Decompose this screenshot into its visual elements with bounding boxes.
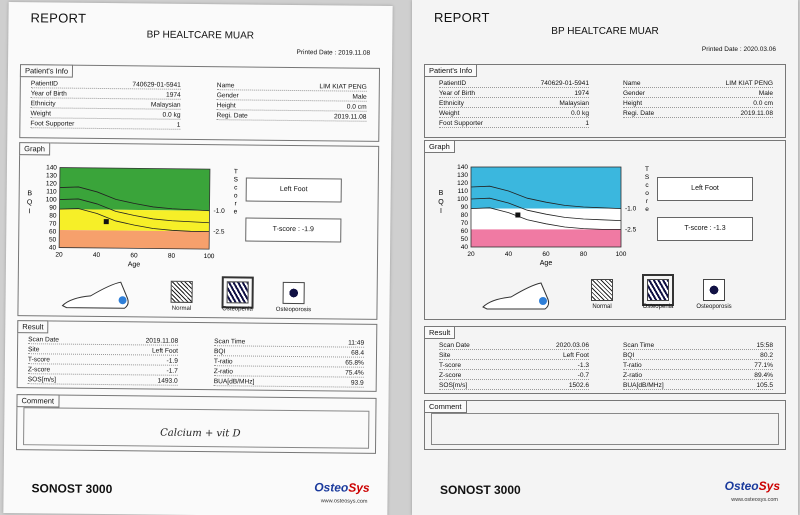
x-tick-label: 20 xyxy=(467,251,475,258)
kv-value: 11:49 xyxy=(348,339,365,347)
comment-box xyxy=(23,407,369,449)
x-tick-label: 40 xyxy=(92,251,101,259)
kv-key: Z-ratio xyxy=(623,372,643,379)
kv-row xyxy=(439,351,589,360)
y-tick-label: 140 xyxy=(457,164,468,171)
graph-section xyxy=(17,142,379,320)
kv-value: 105.5 xyxy=(756,382,773,389)
kv-key: Foot Supporter xyxy=(439,120,483,127)
patient-marker xyxy=(515,213,520,218)
section-tab: Patient's Info xyxy=(424,64,477,77)
kv-row xyxy=(623,361,773,370)
t-score-axis-label: e xyxy=(645,206,649,213)
foot-box: Left Foot xyxy=(657,177,753,201)
kv-key: BQI xyxy=(213,348,226,356)
kv-value: Malaysian xyxy=(150,101,181,109)
kv-row xyxy=(214,377,364,388)
brand-url: www.osteosys.com xyxy=(320,498,368,505)
kv-row xyxy=(623,371,773,380)
patient-info-section xyxy=(19,64,380,142)
y-axis-label: B xyxy=(27,190,33,198)
kv-row xyxy=(623,109,773,118)
kv-key: Gender xyxy=(216,92,239,100)
kv-key: Z-ratio xyxy=(213,368,233,376)
kv-key: Year of Birth xyxy=(439,90,476,97)
kv-row xyxy=(31,79,181,90)
y-tick-label: 100 xyxy=(457,196,468,203)
kv-row xyxy=(623,341,773,350)
kv-value: 0.0 kg xyxy=(571,110,589,117)
x-tick-label: 80 xyxy=(167,252,176,260)
kv-value: LIM KIAT PENG xyxy=(319,83,367,91)
kv-value: -1.9 xyxy=(166,357,178,365)
brand-url: www.osteosys.com xyxy=(731,497,778,503)
y-tick-label: 80 xyxy=(49,212,57,220)
foot-box: Left Foot xyxy=(246,177,342,202)
kv-value: Male xyxy=(352,93,367,101)
kv-key: Scan Date xyxy=(439,342,470,349)
kv-key: Scan Date xyxy=(28,336,59,344)
foot-icon xyxy=(60,278,142,313)
kv-key: BQI xyxy=(623,352,635,359)
y-tick-label: 50 xyxy=(460,236,468,243)
kv-value: 65.8% xyxy=(345,359,364,367)
x-tick-label: 100 xyxy=(203,253,215,261)
comment-box xyxy=(431,413,779,445)
thumb-osteopenia xyxy=(227,281,249,303)
kv-row xyxy=(214,347,364,358)
kv-key: Weight xyxy=(439,110,460,117)
thumb-label: Osteopenia xyxy=(642,304,674,310)
kv-value: 2019.11.08 xyxy=(740,110,773,117)
y-tick-label: 90 xyxy=(49,204,57,212)
kv-row xyxy=(623,89,773,98)
kv-value: 1 xyxy=(176,121,181,129)
kv-row xyxy=(28,375,178,386)
kv-row xyxy=(214,367,364,378)
t-score-axis-label: r xyxy=(234,200,237,208)
t-score-axis-label: S xyxy=(233,176,239,184)
kv-value: 0.0 cm xyxy=(753,100,773,107)
y-tick-label: 130 xyxy=(457,172,468,179)
kv-key: SOS[m/s] xyxy=(439,382,468,389)
patient-info-section xyxy=(424,64,786,138)
section-tab: Comment xyxy=(16,394,59,407)
kv-value: 740629-01-5941 xyxy=(540,80,589,87)
zone-band xyxy=(471,209,621,230)
clinic-name: BP HEALTCARE MUAR xyxy=(146,29,255,42)
report-sheet-2020 xyxy=(412,0,798,515)
zone-band xyxy=(59,209,209,231)
kv-row xyxy=(439,119,589,128)
kv-value: 1493.0 xyxy=(157,377,178,385)
kv-value: -1.7 xyxy=(166,367,178,375)
kv-key: BUA[dB/MHz] xyxy=(623,382,664,389)
kv-value: 89.4% xyxy=(754,372,773,379)
kv-value: 1974 xyxy=(574,90,589,97)
y-tick-label: 110 xyxy=(457,188,468,195)
kv-value: Male xyxy=(758,90,773,97)
kv-key: PatientID xyxy=(439,80,467,87)
kv-value: 0.0 cm xyxy=(346,103,367,111)
kv-row xyxy=(439,381,589,390)
kv-row xyxy=(216,111,366,122)
kv-key: Name xyxy=(216,82,235,90)
x-tick-label: 20 xyxy=(55,251,63,259)
kv-value: Left Foot xyxy=(562,352,589,359)
kv-key: Site xyxy=(28,346,40,354)
kv-value: Malaysian xyxy=(559,100,589,107)
bqi-age-chart xyxy=(19,157,240,279)
y-axis-label: I xyxy=(28,208,31,216)
zone-band xyxy=(59,230,209,249)
kv-key: Scan Time xyxy=(623,342,655,349)
x-axis-label: Age xyxy=(127,261,141,269)
y-tick-label: 60 xyxy=(460,228,468,235)
foot-icon xyxy=(481,279,563,313)
level-label: -2.5 xyxy=(213,228,225,236)
result-left-list xyxy=(18,321,376,325)
kv-key: T-score xyxy=(27,356,50,364)
kv-row xyxy=(28,365,178,376)
graph-section xyxy=(424,140,786,320)
x-tick-label: 80 xyxy=(579,251,588,258)
kv-key: BUA[dB/MHz] xyxy=(213,378,255,386)
kv-row xyxy=(623,351,773,360)
kv-row xyxy=(30,119,180,130)
section-tab: Graph xyxy=(19,142,50,155)
kv-value: LIM KIAT PENG xyxy=(725,80,773,87)
kv-value: 68.4 xyxy=(351,349,365,357)
kv-value: 2019.11.08 xyxy=(333,113,367,121)
section-tab: Graph xyxy=(424,140,455,153)
thumbs-row xyxy=(20,143,378,147)
kv-row xyxy=(439,89,589,98)
comment-section xyxy=(424,400,786,450)
kv-value: 2019.11.08 xyxy=(145,337,179,345)
y-tick-label: 80 xyxy=(460,212,468,219)
t-score-axis-label: o xyxy=(645,190,649,197)
kv-key: T-ratio xyxy=(623,362,642,369)
tscore-box: T-score : -1.9 xyxy=(245,217,341,242)
section-tab: Result xyxy=(17,320,48,333)
kv-value: 1974 xyxy=(166,91,181,99)
thumb-label: Osteopenia xyxy=(222,306,253,313)
kv-row xyxy=(623,99,773,108)
zone-band xyxy=(471,229,621,247)
kv-value: -1.3 xyxy=(577,362,589,369)
bqi-age-chart xyxy=(431,157,651,277)
section-tab: Result xyxy=(424,326,455,339)
patient-right-list xyxy=(21,65,379,69)
kv-value: 0.0 kg xyxy=(162,111,181,119)
kv-value: 75.4% xyxy=(345,369,364,377)
t-score-axis-label: T xyxy=(233,168,238,176)
level-label: -1.0 xyxy=(625,205,637,213)
model-name: SONOST 3000 xyxy=(440,483,521,497)
printed-date: Printed Date : 2019.11.08 xyxy=(296,49,371,57)
y-tick-label: 100 xyxy=(45,196,57,204)
thumb-osteoporosis xyxy=(703,279,725,301)
y-tick-label: 90 xyxy=(460,204,468,211)
result-section xyxy=(17,320,378,392)
model-name: SONOST 3000 xyxy=(31,481,113,497)
x-tick-label: 60 xyxy=(130,252,138,260)
kv-row xyxy=(31,99,181,110)
brand-logo: OsteoSys xyxy=(314,480,370,495)
result-section xyxy=(424,326,786,394)
y-tick-label: 140 xyxy=(46,164,57,172)
t-score-axis-label: T xyxy=(645,166,649,173)
kv-row xyxy=(623,79,773,88)
comment-handwriting: Calcium + vit D xyxy=(160,427,241,440)
y-axis-label: B xyxy=(438,190,444,197)
kv-value: 1 xyxy=(585,120,589,127)
kv-row xyxy=(31,89,181,100)
x-axis-label: Age xyxy=(539,260,553,267)
t-score-axis-label: o xyxy=(233,192,238,200)
clinic-name: BP HEALTCARE MUAR xyxy=(551,26,659,37)
kv-row xyxy=(439,79,589,88)
comment-section xyxy=(16,394,377,454)
kv-key: Name xyxy=(623,80,641,87)
kv-key: Gender xyxy=(623,90,645,97)
kv-row xyxy=(217,101,367,112)
kv-row xyxy=(214,357,364,368)
x-tick-label: 100 xyxy=(615,251,627,258)
kv-row xyxy=(28,335,178,346)
thumb-label: Normal xyxy=(171,305,192,312)
kv-value: 15:58 xyxy=(756,342,773,349)
kv-value: 80.2 xyxy=(760,352,773,359)
kv-key: PatientID xyxy=(30,80,58,88)
kv-value: 2020.03.06 xyxy=(555,342,589,349)
thumb-osteopenia xyxy=(647,279,669,301)
kv-key: Z-score xyxy=(439,372,462,379)
kv-key: Year of Birth xyxy=(30,90,67,98)
t-score-axis-label: r xyxy=(645,198,649,205)
t-score-axis-label: e xyxy=(233,208,238,216)
kv-key: Height xyxy=(216,102,236,110)
report-title: REPORT xyxy=(434,10,490,25)
kv-key: Ethnicity xyxy=(30,100,56,108)
thumb-normal xyxy=(591,279,613,301)
kv-key: Regi. Date xyxy=(216,112,248,120)
kv-row xyxy=(217,91,367,102)
kv-row xyxy=(439,341,589,350)
kv-row xyxy=(439,361,589,370)
kv-value: 77.1% xyxy=(754,362,773,369)
report-title: REPORT xyxy=(30,10,87,26)
y-tick-label: 60 xyxy=(49,228,57,236)
brand-logo: OsteoSys xyxy=(724,479,780,493)
patient-left-list xyxy=(21,65,379,69)
section-tab: Patient's Info xyxy=(20,64,73,78)
kv-key: Weight xyxy=(30,110,51,118)
y-tick-label: 130 xyxy=(45,172,57,180)
kv-row xyxy=(30,109,180,120)
kv-key: Foot Supporter xyxy=(30,120,75,128)
report-sheet-2019 xyxy=(3,2,392,515)
t-score-axis-label: c xyxy=(234,184,238,192)
kv-key: Regi. Date xyxy=(623,110,655,117)
kv-value: 740629-01-5941 xyxy=(132,81,181,89)
kv-row xyxy=(623,381,773,390)
thumb-osteoporosis xyxy=(283,282,305,304)
thumb-label: Osteoporosis xyxy=(696,304,732,310)
thumb-label: Osteoporosis xyxy=(275,306,312,314)
kv-key: Ethnicity xyxy=(439,100,464,107)
printed-date: Printed Date : 2020.03.06 xyxy=(701,46,776,53)
kv-value: -0.7 xyxy=(577,372,589,379)
y-axis-label: I xyxy=(440,208,442,215)
kv-key: T-ratio xyxy=(213,358,233,366)
kv-value: 93.9 xyxy=(350,379,364,387)
y-tick-label: 50 xyxy=(48,236,57,244)
level-label: -2.5 xyxy=(625,226,637,234)
thumb-normal xyxy=(171,281,193,303)
kv-row xyxy=(439,371,589,380)
kv-key: Scan Time xyxy=(214,338,246,346)
tscore-box: T-score : -1.3 xyxy=(657,217,753,241)
kv-row xyxy=(28,355,178,366)
y-tick-label: 40 xyxy=(48,244,57,252)
kv-key: Site xyxy=(439,352,451,359)
kv-row xyxy=(217,81,367,92)
kv-row xyxy=(439,109,589,118)
kv-value: 1502.6 xyxy=(568,382,589,389)
kv-row xyxy=(439,99,589,108)
y-tick-label: 40 xyxy=(460,244,468,251)
kv-row xyxy=(214,337,364,348)
thumb-label: Normal xyxy=(592,304,612,310)
kv-value: Left Foot xyxy=(151,347,179,355)
y-tick-label: 110 xyxy=(46,188,57,196)
y-tick-label: 70 xyxy=(49,220,57,228)
y-tick-label: 120 xyxy=(45,180,57,188)
kv-key: Height xyxy=(623,100,643,107)
y-tick-label: 70 xyxy=(460,220,468,227)
kv-key: Z-score xyxy=(27,366,51,374)
y-axis-label: Q xyxy=(438,199,444,206)
result-right-list xyxy=(18,321,376,325)
patient-marker xyxy=(104,219,109,224)
kv-key: SOS[m/s] xyxy=(27,376,56,384)
x-tick-label: 60 xyxy=(542,251,550,258)
y-axis-label: Q xyxy=(26,199,33,207)
section-tab: Comment xyxy=(424,400,467,413)
x-tick-label: 40 xyxy=(504,251,513,258)
level-label: -1.0 xyxy=(213,207,225,215)
y-tick-label: 120 xyxy=(457,180,468,187)
kv-row xyxy=(28,345,178,356)
zone-band xyxy=(60,168,210,211)
kv-key: T-score xyxy=(439,362,461,369)
t-score-axis-label: S xyxy=(644,174,650,181)
t-score-axis-label: c xyxy=(645,182,649,189)
